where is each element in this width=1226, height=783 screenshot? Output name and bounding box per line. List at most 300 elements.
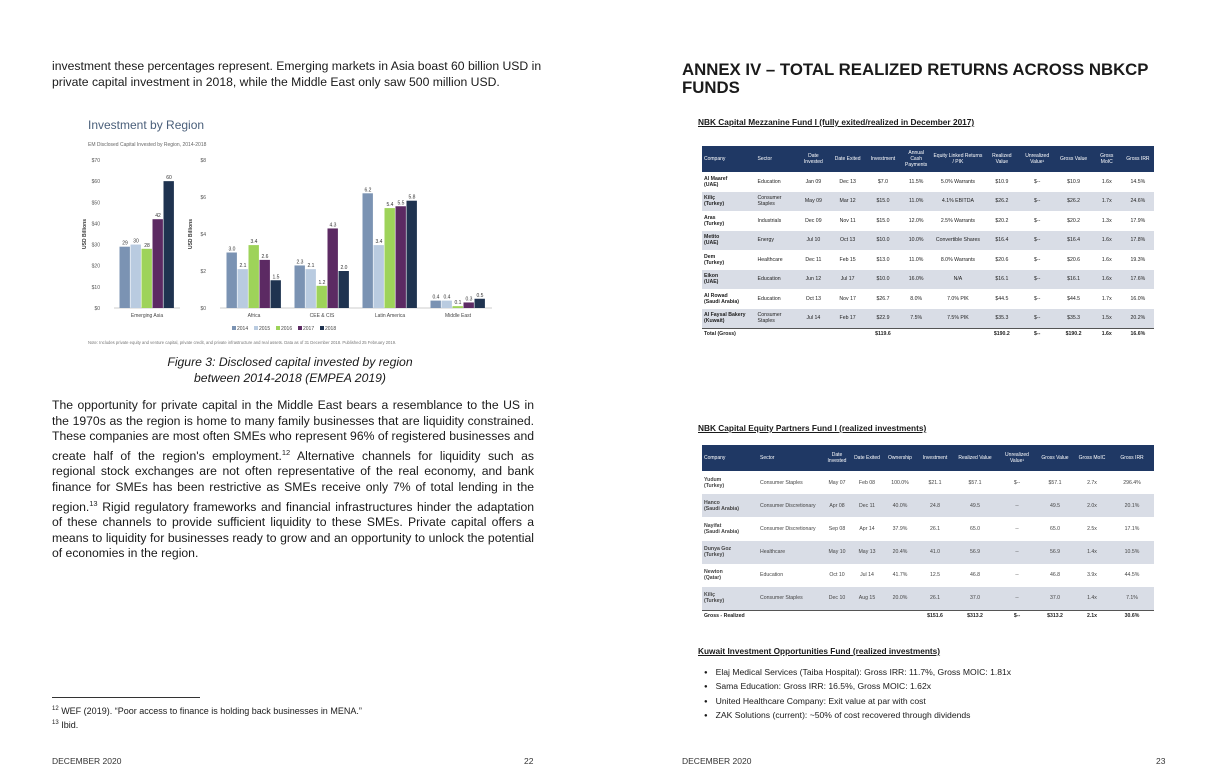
table-cell: 1.6x: [1092, 231, 1122, 251]
total-row: [702, 328, 1154, 339]
table-cell: Jul 17: [831, 270, 865, 290]
column-header: Gross MoIC: [1074, 445, 1110, 471]
bar: [120, 247, 130, 308]
footnote-13: $^{13}$ Ibid.: [52, 719, 79, 730]
table-cell: $--: [1019, 270, 1055, 290]
table-cell: 49.5: [952, 494, 998, 517]
data-label: 2.1: [307, 263, 315, 270]
table-cell: Consumer Discretionary: [758, 494, 822, 517]
company-country: (Qatar): [704, 575, 722, 582]
table-cell: 296.4%: [1123, 479, 1141, 486]
company-cell: [702, 289, 756, 309]
table-row: [702, 587, 1154, 610]
fund3-heading: Kuwait Investment Opportunities Fund (realized investments): [698, 646, 941, 656]
table-cell: 12.5: [929, 572, 941, 579]
table-cell: $16.4: [1055, 231, 1091, 251]
table-cell: 4.1% EBITDA: [931, 192, 985, 212]
table-cell: 56.9: [952, 541, 998, 564]
table-cell: Education: [756, 270, 797, 290]
bar: [339, 271, 349, 308]
table-cell: Nov 11: [839, 217, 856, 224]
bar: [131, 245, 141, 308]
column-header: Date Invested: [796, 146, 830, 172]
bar: [431, 301, 441, 308]
table-cell: 26.1: [929, 525, 941, 532]
table-cell: $15.0: [876, 217, 890, 224]
legend-label: 2015: [259, 326, 271, 332]
table-cell: $20.6: [995, 256, 1009, 263]
table-cell: Feb 15: [839, 256, 856, 263]
table-row: [702, 517, 1154, 540]
column-header: Unrealized Value¹: [1019, 146, 1055, 172]
company-name: Dunya Goz: [704, 546, 732, 553]
table-cell: 1.4x: [1074, 587, 1110, 610]
total-row: [702, 610, 1154, 622]
data-label: 6.2: [364, 187, 372, 194]
bar: [328, 228, 338, 308]
legend-swatch: [254, 326, 258, 330]
table-cell: $15.0: [865, 192, 901, 212]
footnote-ref-12[interactable]: 12: [281, 447, 291, 457]
tick-label: $40: [91, 221, 100, 228]
table-cell: 3.9x: [1087, 572, 1097, 579]
category-label: Middle East: [444, 313, 472, 319]
data-label: 3.0: [228, 246, 236, 253]
table-cell: 8.0%: [910, 295, 923, 302]
table-cell: [758, 610, 822, 622]
table-cell: $--: [1013, 479, 1021, 486]
column-header: Equity Linked Returns / PIK: [931, 146, 985, 172]
company-country: (Saudi Arabia): [704, 505, 739, 512]
table-cell: --: [998, 587, 1036, 610]
page-number: 22: [524, 756, 534, 766]
company-cell: [702, 587, 758, 610]
table-cell: Nov 17: [839, 295, 856, 302]
table-cell: 7.0% PIK: [947, 295, 969, 302]
table-cell: Consumer Discretionary: [760, 525, 816, 532]
bar: [238, 269, 248, 308]
bar: [374, 245, 384, 308]
legend-swatch: [232, 326, 236, 330]
list-item: ● Sama Education: Gross IRR: 16.5%, Gross MOIC: 1.62x: [718, 680, 1011, 694]
table-cell: [931, 328, 985, 339]
table-cell: Education: [757, 295, 781, 302]
table-cell: $16.1: [1055, 270, 1091, 290]
table-row: [702, 309, 1154, 329]
bar: [249, 245, 259, 308]
bar: [306, 269, 316, 308]
table-cell: Consumer Staples: [756, 192, 797, 212]
table-cell: $--: [1019, 192, 1055, 212]
data-label: 42: [155, 213, 161, 220]
column-header: Company: [702, 146, 756, 172]
bar: [464, 302, 474, 308]
y-axis-label: USD Billions: [188, 218, 194, 250]
table-row: [702, 541, 1154, 564]
body-paragraph: [52, 398, 534, 562]
table-cell: $22.9: [865, 309, 901, 329]
list-item: ● ZAK Solutions (current): ~50% of cost recovered through dividends: [718, 709, 1011, 723]
legend-swatch: [320, 326, 324, 330]
table-cell: Feb 17: [831, 309, 865, 329]
data-label: 1.5: [272, 274, 280, 281]
bar: [385, 208, 395, 308]
tick-label: $60: [91, 179, 100, 186]
table-cell: $57.1: [1048, 479, 1062, 486]
table-cell: Dec 13: [839, 178, 856, 185]
company-name: Yudum: [704, 476, 722, 483]
table-cell: $151.6: [918, 610, 952, 622]
table-cell: $16.4: [985, 231, 1019, 251]
table-cell: Dec 09: [805, 217, 822, 224]
table-cell: 24.6%: [1122, 192, 1154, 212]
y-axis-label: USD Billions: [82, 218, 88, 250]
table-row: [702, 172, 1154, 192]
table-cell: Healthcare: [758, 541, 822, 564]
table-cell: [756, 328, 797, 339]
page-23: [626, 0, 1226, 783]
table-cell: $10.0: [865, 231, 901, 251]
tick-label: $50: [91, 200, 100, 207]
table-cell: 46.8: [1049, 572, 1061, 579]
table-cell: $20.2: [995, 217, 1009, 224]
table-row: [702, 471, 1154, 494]
company-cell: [702, 541, 758, 564]
table-cell: 5.0% Warrants: [940, 178, 975, 185]
company-cell: [702, 471, 758, 494]
tick-label: $70: [91, 158, 100, 164]
table-cell: $--: [1019, 231, 1055, 251]
table-cell: $--: [1034, 295, 1041, 302]
table-cell: 20.4%: [882, 541, 918, 564]
chart-note: Note: Includes private equity and venture capital, private credit, and private infrastructure and real assets. Data as of 31 December 2018. Published 25 February 2019.: [88, 340, 397, 345]
bar: [317, 286, 327, 308]
table-cell: 1.5x: [1092, 309, 1122, 329]
chart-subtitle: EM Disclosed Capital Invested by Region, 2014-2018: [88, 142, 207, 148]
data-label: 5.5: [397, 200, 405, 207]
data-label: 3.4: [375, 239, 383, 246]
table-cell: Oct 13: [831, 231, 865, 251]
table-row: [702, 231, 1154, 251]
table-row: [702, 270, 1154, 290]
table-cell: $20.6: [1067, 256, 1081, 263]
footer-date: DECEMBER 2020: [682, 756, 752, 766]
table-cell: $313.2: [1036, 610, 1074, 622]
investment-by-region-chart: [84, 116, 494, 352]
data-label: 29: [122, 240, 128, 247]
table-cell: 19.3%: [1130, 256, 1146, 263]
column-header: Gross Value: [1055, 146, 1091, 172]
data-label: 30: [133, 238, 139, 245]
table-cell: $190.2: [985, 328, 1019, 339]
table-cell: 17.1%: [1124, 525, 1140, 532]
table-cell: $13.0: [876, 256, 890, 263]
data-label: 5.4: [386, 202, 394, 209]
table-cell: 11.0%: [901, 192, 931, 212]
table-cell: Industrials: [757, 217, 782, 224]
table-cell: 2.0x: [1074, 494, 1110, 517]
table-cell: 30.6%: [1110, 610, 1154, 622]
column-header: Company: [702, 445, 758, 471]
company-cell: [702, 231, 756, 251]
table-cell: $20.2: [1067, 217, 1081, 224]
category-label: Africa: [247, 313, 261, 319]
bar: [260, 260, 270, 308]
table-cell: --: [998, 541, 1036, 564]
legend-label: 2014: [237, 326, 249, 332]
table-cell: 1.6x: [1101, 256, 1112, 263]
list-item: ● Elaj Medical Services (Taiba Hospital): Gross IRR: 11.7%, Gross MOIC: 1.81x: [718, 666, 1011, 680]
tick-label: $6: [200, 195, 206, 201]
table-cell: 100.0%: [891, 479, 909, 486]
company-cell: [702, 211, 756, 231]
company-name: Eikon: [704, 273, 719, 280]
table-cell: Education: [757, 178, 781, 185]
table-cell: Healthcare: [757, 256, 783, 263]
table-cell: 8.0% Warrants: [940, 256, 975, 263]
company-country: (Turkey): [704, 201, 725, 208]
company-country: (UAE): [704, 240, 719, 247]
table-cell: 1.6x: [1092, 270, 1122, 290]
table-cell: 1.4x: [1074, 541, 1110, 564]
table-cell: 1.3x: [1101, 217, 1112, 224]
table-cell: 1.6x: [1101, 178, 1112, 185]
bar: [164, 181, 174, 308]
table-cell: Energy: [756, 231, 797, 251]
table-cell: 16.6%: [1122, 328, 1154, 339]
table-cell: 14.5%: [1130, 178, 1146, 185]
table-cell: $119.6: [865, 328, 901, 339]
fund1-heading: NBK Capital Mezzanine Fund I (fully exited/realized in December 2017): [698, 117, 975, 127]
company-country: (Kuwait): [704, 318, 725, 324]
table-cell: 17.9%: [1130, 217, 1146, 224]
bar: [396, 206, 406, 308]
table-row: [702, 564, 1154, 587]
company-name: Metito: [704, 234, 720, 241]
company-country: (UAE): [704, 181, 719, 188]
table-row: [702, 494, 1154, 517]
company-name: Hanco: [704, 499, 720, 506]
table-row: [702, 289, 1154, 309]
table-cell: Convertible Shares: [931, 231, 985, 251]
table-cell: $35.3: [1055, 309, 1091, 329]
table-cell: 2.5% Warrants: [940, 217, 975, 224]
table-cell: Dec 11: [852, 494, 882, 517]
kiof-bullet-list: [715, 666, 1012, 724]
table-cell: $44.5: [1067, 295, 1081, 302]
data-label: 28: [144, 242, 150, 249]
table-cell: Education: [760, 572, 784, 579]
table-cell: 11.0%: [909, 256, 924, 263]
table-cell: $16.1: [985, 270, 1019, 290]
company-cell: [702, 250, 756, 270]
annex-title: ANNEX IV – TOTAL REALIZED RETURNS ACROSS NBKCP FUNDS: [682, 60, 1149, 97]
table-cell: 40.0%: [882, 494, 918, 517]
table-cell: [796, 328, 830, 339]
data-label: 4.3: [329, 222, 337, 229]
table-cell: 37.0: [952, 587, 998, 610]
column-header: Gross Value: [1036, 445, 1074, 471]
mezzanine-fund-table: [702, 146, 1154, 339]
company-cell: [702, 517, 758, 540]
table-cell: Jan 09: [805, 178, 822, 185]
table-cell: 12.0%: [908, 217, 924, 224]
data-label: 0.4: [432, 294, 440, 301]
data-label: 5.8: [408, 194, 416, 201]
table-cell: [901, 328, 931, 339]
column-header: Date Exited: [831, 146, 865, 172]
legend-label: 2017: [303, 326, 315, 332]
table-cell: $7.0: [877, 178, 889, 185]
table-cell: 2.7x: [1087, 479, 1097, 486]
column-header: Annual Cash Payments: [901, 146, 931, 172]
bar: [142, 249, 152, 308]
tick-label: $0: [94, 306, 100, 312]
column-header: Investment: [865, 146, 901, 172]
footnote-ref-13[interactable]: 13: [89, 498, 98, 508]
tick-label: $2: [200, 269, 206, 275]
legend-swatch: [276, 326, 280, 330]
tick-label: $8: [200, 158, 206, 164]
table-cell: Aug 15: [852, 587, 882, 610]
table-cell: $26.2: [1055, 192, 1091, 212]
bar: [475, 299, 485, 308]
company-country: (UAE): [704, 279, 719, 286]
table-cell: 1.7x: [1092, 192, 1122, 212]
table-cell: May 13: [852, 541, 882, 564]
legend-label: 2016: [281, 326, 293, 332]
table-cell: 16.0%: [1130, 295, 1146, 302]
legend-swatch: [298, 326, 302, 330]
table-cell: $190.2: [1055, 328, 1091, 339]
table-cell: 17.8%: [1122, 231, 1154, 251]
company-cell: [702, 309, 756, 329]
company-cell: [702, 494, 758, 517]
table-cell: $21.1: [928, 479, 942, 486]
company-name: Al Faysal Bakery: [704, 312, 746, 318]
equity-partners-fund-table: [702, 445, 1154, 622]
table-cell: $313.2: [952, 610, 998, 622]
bar: [407, 201, 417, 308]
table-cell: 17.6%: [1122, 270, 1154, 290]
column-header: Sector: [758, 445, 822, 471]
company-cell: [702, 192, 756, 212]
category-label: CEE & CIS: [309, 313, 335, 319]
column-header: Unrealized Value¹: [998, 445, 1036, 471]
table-cell: Consumer Staples: [758, 587, 822, 610]
table-cell: Sep 08: [828, 525, 846, 532]
company-cell: [702, 270, 756, 290]
table-cell: --: [998, 494, 1036, 517]
table-cell: Jul 10: [796, 231, 830, 251]
table-cell: $--: [998, 610, 1036, 622]
figure-caption-line1: Figure 3: Disclosed capital invested by region: [167, 355, 413, 369]
table-cell: $--: [1034, 178, 1041, 185]
company-name: Kiliç: [704, 195, 715, 202]
table-cell: [852, 610, 882, 622]
table-cell: Jul 14: [796, 309, 830, 329]
intro-paragraph: investment these percentages represent. Emerging markets in Asia boast 60 billion USD in private capital investment in 2018, while the Middle East only saw 500 million USD.: [52, 59, 542, 89]
table-cell: Dec 10: [822, 587, 852, 610]
company-cell: [702, 564, 758, 587]
company-name: Kiliç: [704, 592, 715, 599]
data-label: 2.0: [340, 265, 348, 271]
body-part3: Rigid regulatory frameworks and financial infrastructures hinder the adaptation of these channels to provide sufficient liquidity to these SMEs. Private capital offers a means to liquidity for businesses ready to grow and an opportunity to unlock the potential of economies in the region.: [52, 499, 534, 561]
company-country: (Turkey): [704, 220, 725, 227]
figure-caption-line2: between 2014-2018 (EMPEA 2019): [194, 371, 386, 385]
data-label: 3.4: [250, 239, 258, 246]
body-part2: Alternative channels for liquidity such as regional stock exchanges are not often representative of the real economy, and bank finance for SMEs has been restrictive as SMEs receive only 7% of total lending in the region.: [52, 448, 534, 514]
table-cell: [882, 610, 918, 622]
legend-label: 2018: [325, 326, 337, 332]
table-cell: 16.0%: [901, 270, 931, 290]
company-name: Newton: [704, 569, 723, 576]
table-cell: Feb 08: [858, 479, 876, 486]
table-cell: $--: [1019, 309, 1055, 329]
table-cell: 49.5: [1036, 494, 1074, 517]
bar: [227, 253, 237, 309]
tick-label: $10: [91, 284, 100, 291]
table-cell: May 07: [828, 479, 846, 486]
fund2-heading: NBK Capital Equity Partners Fund I (realized investments): [698, 423, 927, 433]
table-cell: $10.9: [995, 178, 1009, 185]
table-cell: Total (Gross): [702, 328, 756, 339]
column-header: Realized Value: [952, 445, 998, 471]
company-name: Al Maaref: [704, 175, 728, 182]
table-cell: Jun 12: [796, 270, 830, 290]
table-cell: 37.0: [1036, 587, 1074, 610]
table-cell: Gross - Realized: [702, 610, 758, 622]
table-cell: 2.5x: [1087, 525, 1097, 532]
data-label: 60: [166, 175, 172, 182]
tick-label: $0: [200, 306, 206, 312]
table-cell: 46.8: [969, 572, 981, 579]
bar: [363, 193, 373, 308]
table-cell: Mar 12: [831, 192, 865, 212]
table-cell: $10.0: [865, 270, 901, 290]
company-country: (Turkey): [704, 552, 725, 559]
page-number: 23: [1156, 756, 1166, 766]
data-label: 0.1: [454, 300, 462, 307]
bar: [295, 265, 305, 308]
company-country: (Turkey): [704, 259, 725, 266]
table-cell: Apr 14: [859, 525, 875, 532]
column-header: Gross IRR: [1110, 445, 1154, 471]
table-cell: 26.1: [918, 587, 952, 610]
column-header: Gross IRR: [1122, 146, 1154, 172]
bar: [153, 219, 163, 308]
bar: [442, 301, 452, 308]
table-cell: 44.5%: [1124, 572, 1140, 579]
data-label: 2.1: [239, 263, 247, 270]
table-cell: $--: [1034, 256, 1041, 263]
body-part1: The opportunity for private capital in the Middle East bears a resemblance to the US in the 1970s as the region is home to many family businesses that are liquidity constrained. These companies are most often SMEs who represent 96% of registered businesses and create half of the region's employment.: [52, 398, 534, 463]
table-cell: $10.9: [1067, 178, 1081, 185]
table-cell: 41.0: [918, 541, 952, 564]
data-label: 2.3: [296, 259, 304, 266]
table-cell: 24.8: [918, 494, 952, 517]
table-cell: Consumer Staples: [756, 309, 797, 329]
table-cell: Consumer Staples: [760, 479, 803, 486]
bar: [271, 280, 281, 308]
column-header: Ownership: [882, 445, 918, 471]
column-header: Investment: [918, 445, 952, 471]
table-cell: Oct 10: [829, 572, 845, 579]
table-cell: 20.0%: [882, 587, 918, 610]
table-cell: May 09: [796, 192, 830, 212]
company-country: (Saudi Arabia): [704, 298, 739, 305]
table-cell: 11.5%: [909, 178, 924, 185]
